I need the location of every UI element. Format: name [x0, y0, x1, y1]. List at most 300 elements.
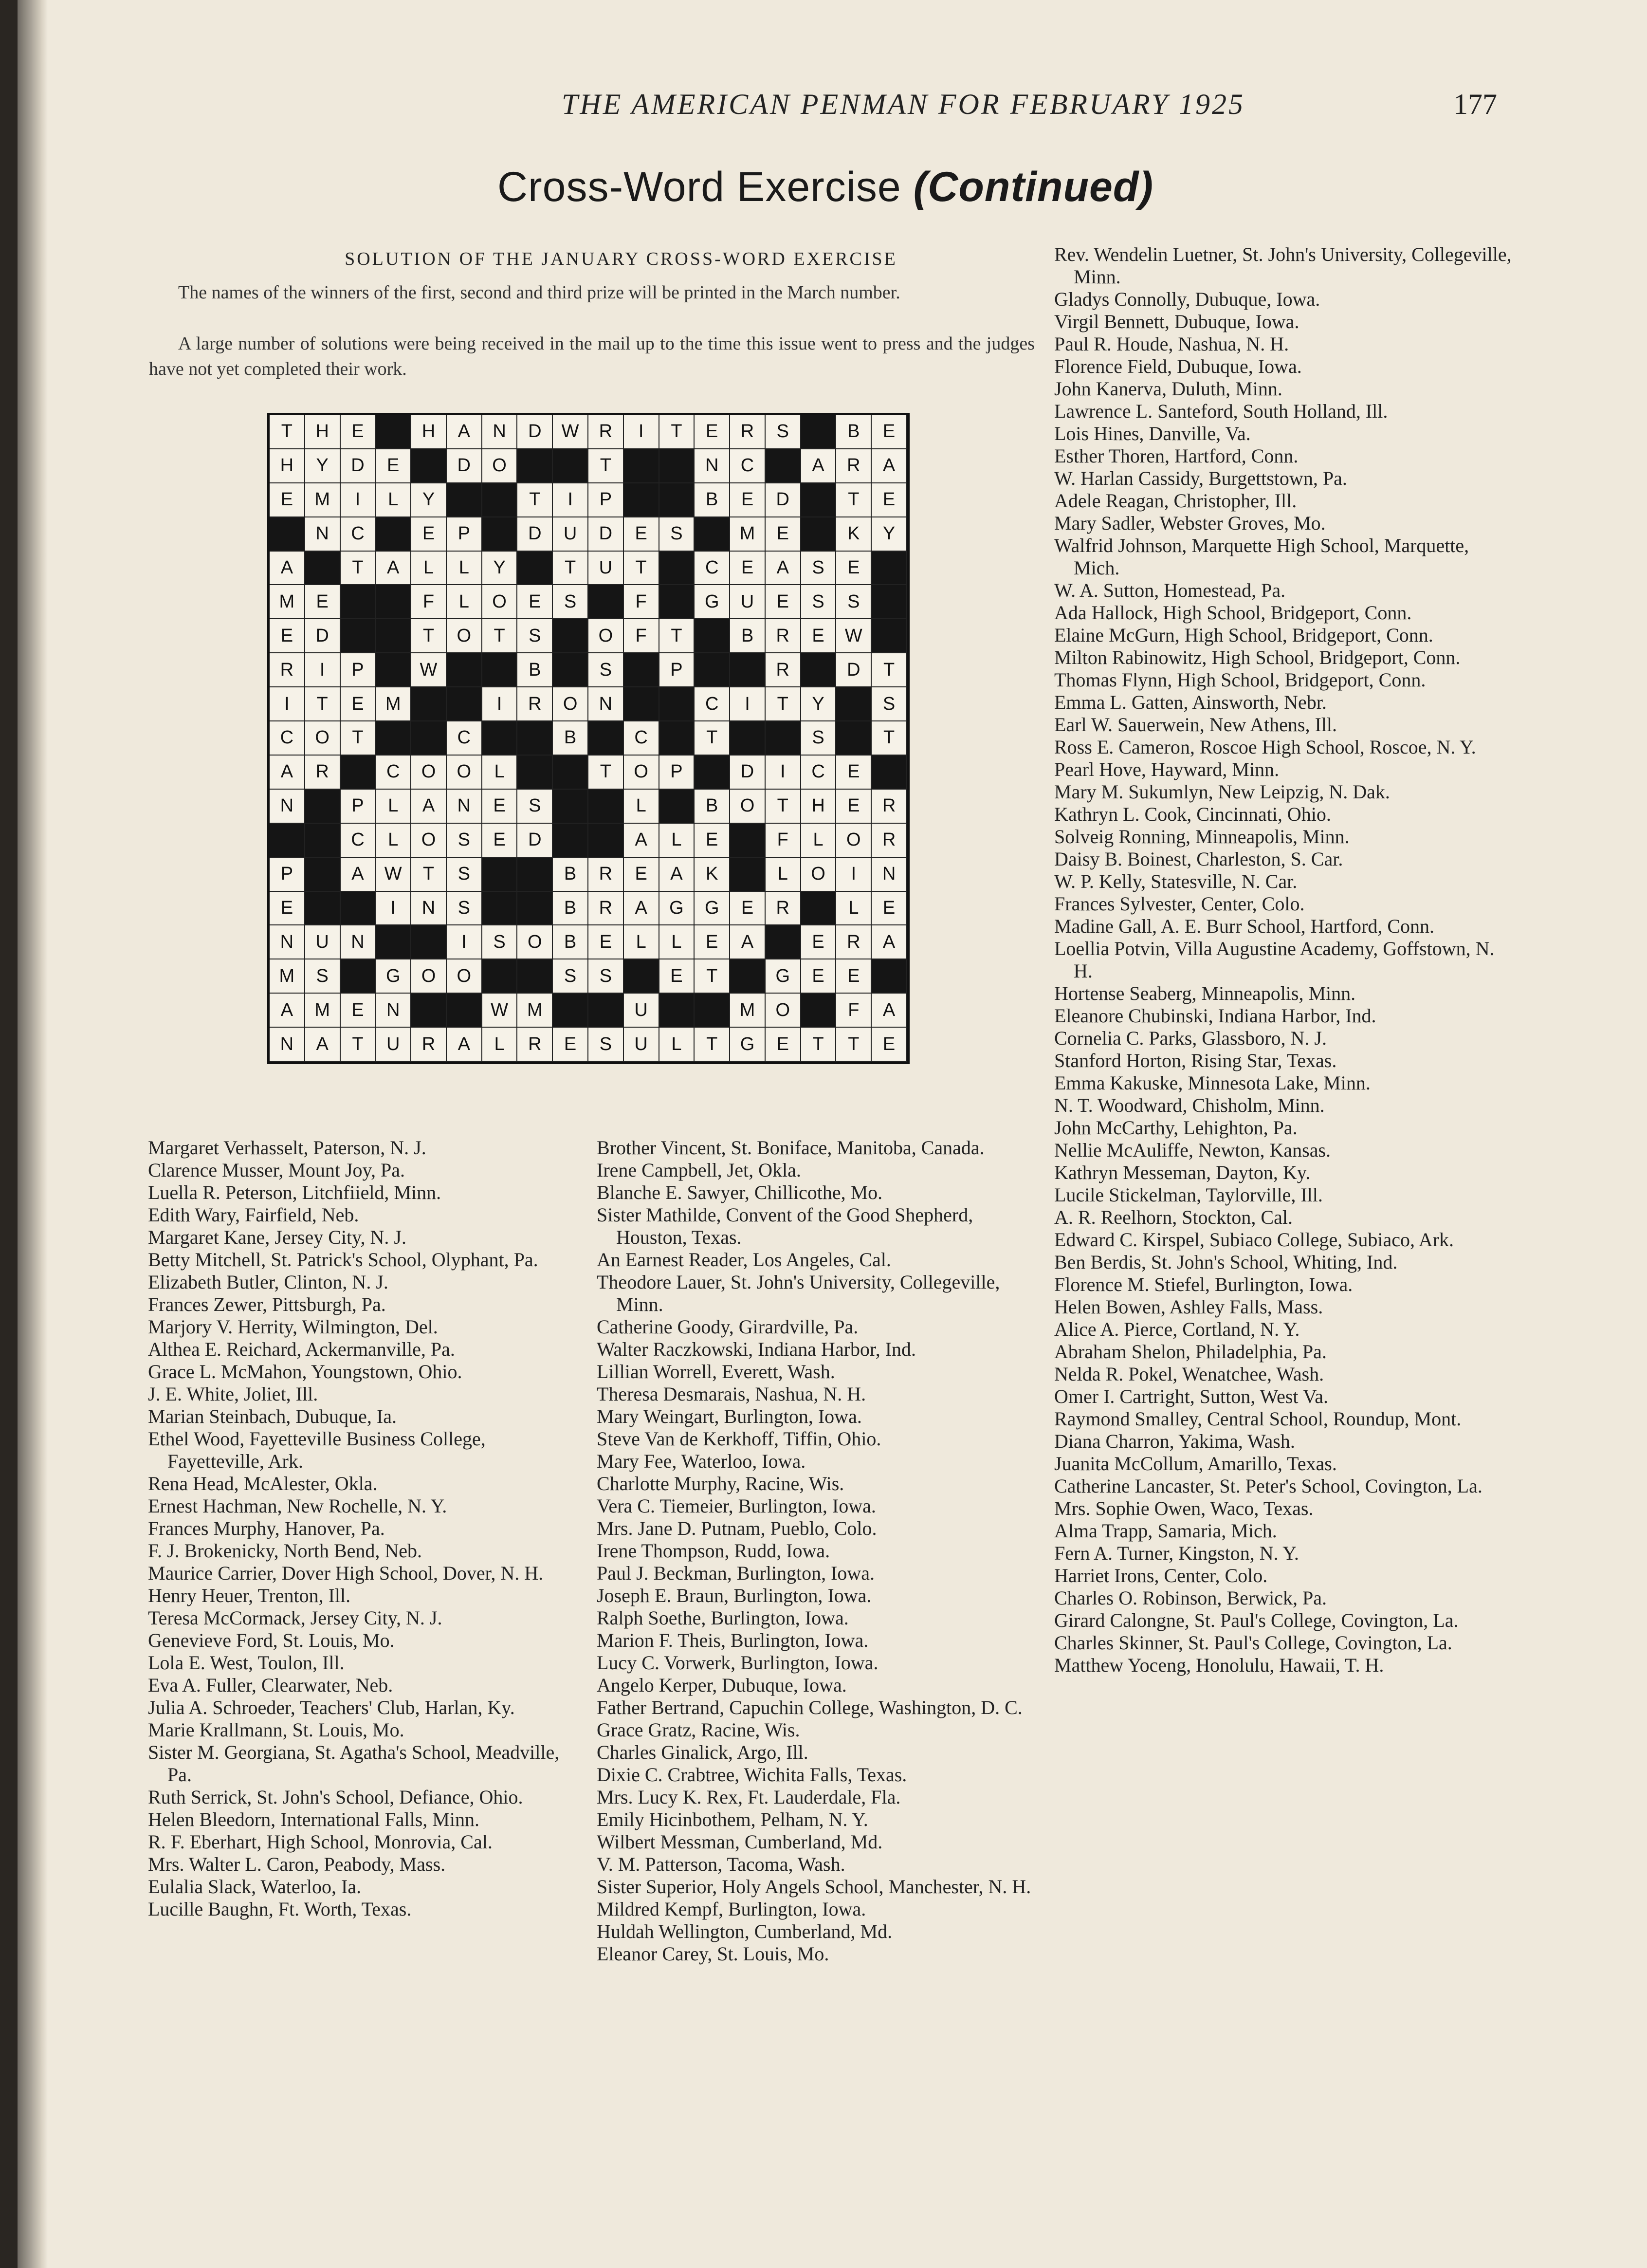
crossword-letter-cell: A	[659, 858, 695, 892]
crossword-letter-cell: F	[411, 585, 447, 619]
crossword-black-square	[270, 824, 305, 858]
name-entry: Mary Sadler, Webster Groves, Mo.	[1054, 512, 1326, 534]
name-entry: Mrs. Sophie Owen, Waco, Texas.	[1054, 1497, 1314, 1519]
name-entry: Frances Murphy, Hanover, Pa.	[148, 1517, 385, 1539]
crossword-letter-cell: N	[695, 449, 730, 483]
crossword-black-square	[270, 517, 305, 552]
name-entry: Lois Hines, Danville, Va.	[1054, 423, 1251, 444]
name-entry: Florence Field, Dubuque, Iowa.	[1054, 355, 1302, 377]
crossword-letter-cell: A	[341, 858, 376, 892]
crossword-letter-cell: E	[341, 415, 376, 449]
crossword-letter-cell: O	[305, 721, 341, 756]
crossword-letter-cell: S	[517, 619, 553, 653]
crossword-black-square	[659, 483, 695, 517]
name-entry: Girard Calongne, St. Paul's College, Covington, La.	[1054, 1609, 1459, 1631]
crossword-black-square	[482, 959, 518, 994]
crossword-letter-cell: R	[588, 415, 624, 449]
crossword-letter-cell: L	[376, 483, 411, 517]
crossword-black-square	[588, 585, 624, 619]
crossword-black-square	[341, 756, 376, 790]
name-entry: W. A. Sutton, Homestead, Pa.	[1054, 579, 1286, 601]
name-entry: Ben Berdis, St. John's School, Whiting, Ind.	[1054, 1251, 1398, 1273]
crossword-letter-cell: E	[695, 415, 730, 449]
crossword-letter-cell: R	[270, 653, 305, 687]
crossword-letter-cell: E	[517, 585, 553, 619]
crossword-letter-cell: L	[482, 756, 518, 790]
crossword-letter-cell: Y	[482, 552, 518, 586]
name-entry: Charles O. Robinson, Berwick, Pa.	[1054, 1587, 1327, 1609]
crossword-letter-cell: R	[766, 653, 801, 687]
name-entry: Dixie C. Crabtree, Wichita Falls, Texas.	[597, 1764, 907, 1786]
crossword-letter-cell: E	[270, 619, 305, 653]
crossword-letter-cell: L	[624, 925, 659, 959]
name-entry: Ruth Serrick, St. John's School, Defiance, Ohio.	[148, 1786, 523, 1808]
name-entry: Brother Vincent, St. Boniface, Manitoba, Canada.	[597, 1137, 985, 1159]
crossword-letter-cell: M	[517, 994, 553, 1028]
crossword-letter-cell: E	[411, 517, 447, 552]
crossword-letter-cell: Y	[305, 449, 341, 483]
name-entry: Alma Trapp, Samaria, Mich.	[1054, 1520, 1277, 1542]
crossword-letter-cell: A	[447, 415, 482, 449]
crossword-letter-cell: T	[695, 959, 730, 994]
crossword-letter-cell: T	[305, 687, 341, 721]
crossword-letter-cell: P	[341, 790, 376, 824]
name-entry: Sister Mathilde, Convent of the Good Shepherd, Houston, Texas.	[597, 1204, 973, 1248]
name-entry: Cornelia C. Parks, Glassboro, N. J.	[1054, 1027, 1327, 1049]
crossword-letter-cell: I	[305, 653, 341, 687]
crossword-black-square	[588, 721, 624, 756]
crossword-black-square	[341, 619, 376, 653]
crossword-letter-cell: I	[270, 687, 305, 721]
name-entry: Eulalia Slack, Waterloo, Ia.	[148, 1876, 362, 1898]
name-entry: Florence M. Stiefel, Burlington, Iowa.	[1054, 1273, 1353, 1295]
crossword-black-square	[801, 994, 837, 1028]
crossword-letter-cell: N	[305, 517, 341, 552]
crossword-black-square	[872, 552, 907, 586]
name-entry: Loellia Potvin, Villa Augustine Academy, Goffstown, N. H.	[1054, 938, 1495, 982]
crossword-letter-cell: O	[730, 790, 766, 824]
crossword-letter-cell: S	[517, 790, 553, 824]
crossword-black-square	[624, 959, 659, 994]
name-entry: Mildred Kempf, Burlington, Iowa.	[597, 1898, 866, 1920]
crossword-black-square	[553, 790, 588, 824]
crossword-letter-cell: N	[270, 1028, 305, 1062]
crossword-letter-cell: O	[766, 994, 801, 1028]
crossword-letter-cell: A	[270, 756, 305, 790]
crossword-letter-cell: N	[872, 858, 907, 892]
crossword-letter-cell: G	[766, 959, 801, 994]
crossword-letter-cell: T	[836, 1028, 872, 1062]
crossword-letter-cell: C	[447, 721, 482, 756]
name-entry: Omer I. Cartright, Sutton, West Va.	[1054, 1385, 1329, 1407]
crossword-letter-cell: H	[801, 790, 837, 824]
name-entry: Paul R. Houde, Nashua, N. H.	[1054, 333, 1289, 355]
crossword-letter-cell: E	[872, 1028, 907, 1062]
crossword-letter-cell: N	[341, 925, 376, 959]
crossword-letter-cell: O	[447, 959, 482, 994]
name-entry: Vera C. Tiemeier, Burlington, Iowa.	[597, 1495, 876, 1517]
crossword-letter-cell: B	[553, 721, 588, 756]
name-entry: Ernest Hachman, New Rochelle, N. Y.	[148, 1495, 447, 1517]
crossword-letter-cell: R	[872, 824, 907, 858]
name-entry: Huldah Wellington, Cumberland, Md.	[597, 1920, 893, 1942]
crossword-black-square	[730, 653, 766, 687]
name-entry: Charles Ginalick, Argo, Ill.	[597, 1741, 808, 1763]
crossword-letter-cell: W	[553, 415, 588, 449]
name-entry: Eva A. Fuller, Clearwater, Neb.	[148, 1674, 393, 1696]
crossword-letter-cell: G	[659, 892, 695, 926]
crossword-letter-cell: S	[588, 1028, 624, 1062]
crossword-letter-cell: O	[447, 619, 482, 653]
name-entry: Milton Rabinowitz, High School, Bridgeport, Conn.	[1054, 646, 1461, 668]
name-entry: Alice A. Pierce, Cortland, N. Y.	[1054, 1318, 1300, 1340]
crossword-letter-cell: N	[411, 892, 447, 926]
crossword-letter-cell: H	[270, 449, 305, 483]
crossword-black-square	[411, 721, 447, 756]
name-entry: Charlotte Murphy, Racine, Wis.	[597, 1473, 844, 1494]
crossword-letter-cell: T	[872, 721, 907, 756]
crossword-black-square	[305, 892, 341, 926]
crossword-black-square	[766, 721, 801, 756]
crossword-black-square	[517, 858, 553, 892]
crossword-letter-cell: E	[624, 517, 659, 552]
crossword-letter-cell: O	[836, 824, 872, 858]
crossword-letter-cell: L	[447, 552, 482, 586]
crossword-letter-cell: O	[411, 824, 447, 858]
crossword-letter-cell: U	[624, 994, 659, 1028]
crossword-letter-cell: A	[447, 1028, 482, 1062]
crossword-letter-cell: E	[695, 925, 730, 959]
crossword-black-square	[553, 756, 588, 790]
crossword-letter-cell: S	[482, 925, 518, 959]
crossword-letter-cell: M	[270, 585, 305, 619]
crossword-letter-cell: S	[766, 415, 801, 449]
crossword-letter-cell: S	[801, 585, 837, 619]
name-entry: W. P. Kelly, Statesville, N. Car.	[1054, 870, 1298, 892]
name-entry: Maurice Carrier, Dover High School, Dover, N. H.	[148, 1562, 544, 1584]
crossword-letter-cell: U	[553, 517, 588, 552]
name-entry: Marian Steinbach, Dubuque, Ia.	[148, 1405, 397, 1427]
crossword-letter-cell: M	[376, 687, 411, 721]
name-entry: Theresa Desmarais, Nashua, N. H.	[597, 1383, 866, 1405]
name-entry: Henry Heuer, Trenton, Ill.	[148, 1585, 351, 1606]
name-entry: Fern A. Turner, Kingston, N. Y.	[1054, 1542, 1299, 1564]
name-entry: Raymond Smalley, Central School, Roundup, Mont.	[1054, 1408, 1462, 1430]
crossword-letter-cell: T	[766, 687, 801, 721]
crossword-letter-cell: A	[624, 892, 659, 926]
crossword-black-square	[376, 653, 411, 687]
names-column-left	[148, 1137, 571, 1920]
crossword-letter-cell: E	[270, 483, 305, 517]
name-entry: Marie Krallmann, St. Louis, Mo.	[148, 1719, 404, 1741]
crossword-black-square	[411, 925, 447, 959]
crossword-letter-cell: O	[447, 756, 482, 790]
crossword-letter-cell: A	[730, 925, 766, 959]
name-entry: John Kanerva, Duluth, Minn.	[1054, 378, 1282, 400]
crossword-letter-cell: A	[305, 1028, 341, 1062]
crossword-letter-cell: A	[872, 925, 907, 959]
crossword-letter-cell: P	[588, 483, 624, 517]
name-entry: Ralph Soethe, Burlington, Iowa.	[597, 1607, 849, 1629]
crossword-letter-cell: R	[730, 415, 766, 449]
crossword-letter-cell: T	[341, 552, 376, 586]
crossword-black-square	[447, 483, 482, 517]
crossword-letter-cell: R	[766, 619, 801, 653]
crossword-letter-cell: E	[270, 892, 305, 926]
crossword-letter-cell: E	[341, 994, 376, 1028]
name-entry: Solveig Ronning, Minneapolis, Minn.	[1054, 826, 1350, 848]
name-entry: R. F. Eberhart, High School, Monrovia, Cal.	[148, 1831, 493, 1853]
name-entry: Lawrence L. Santeford, South Holland, Ill.	[1054, 400, 1388, 422]
crossword-black-square	[411, 687, 447, 721]
crossword-black-square	[801, 415, 837, 449]
crossword-letter-cell: E	[376, 449, 411, 483]
crossword-letter-cell: T	[553, 552, 588, 586]
name-entry: Juanita McCollum, Amarillo, Texas.	[1054, 1453, 1337, 1475]
crossword-black-square	[624, 483, 659, 517]
crossword-black-square	[766, 449, 801, 483]
crossword-letter-cell: K	[836, 517, 872, 552]
crossword-black-square	[801, 483, 837, 517]
crossword-letter-cell: P	[341, 653, 376, 687]
crossword-letter-cell: S	[447, 824, 482, 858]
crossword-black-square	[659, 994, 695, 1028]
name-entry: Hortense Seaberg, Minneapolis, Minn.	[1054, 982, 1356, 1004]
crossword-letter-cell: W	[376, 858, 411, 892]
crossword-letter-cell: L	[659, 1028, 695, 1062]
names-column-middle	[597, 1137, 1040, 1965]
crossword-letter-cell: D	[836, 653, 872, 687]
crossword-letter-cell: E	[801, 925, 837, 959]
name-entry: Daisy B. Boinest, Charleston, S. Car.	[1054, 848, 1343, 870]
name-entry: Irene Thompson, Rudd, Iowa.	[597, 1540, 830, 1562]
crossword-black-square	[482, 517, 518, 552]
crossword-black-square	[376, 925, 411, 959]
crossword-black-square	[695, 994, 730, 1028]
crossword-black-square	[447, 653, 482, 687]
name-entry: Earl W. Sauerwein, New Athens, Ill.	[1054, 714, 1337, 736]
crossword-black-square	[659, 790, 695, 824]
crossword-letter-cell: S	[801, 552, 837, 586]
crossword-black-square	[482, 483, 518, 517]
crossword-letter-cell: S	[553, 585, 588, 619]
name-entry: Nelda R. Pokel, Wenatchee, Wash.	[1054, 1363, 1324, 1385]
crossword-black-square	[376, 721, 411, 756]
name-entry: Joseph E. Braun, Burlington, Iowa.	[597, 1585, 872, 1606]
crossword-black-square	[376, 619, 411, 653]
crossword-letter-cell: L	[482, 1028, 518, 1062]
name-entry: Lillian Worrell, Everett, Wash.	[597, 1361, 835, 1383]
crossword-letter-cell: C	[270, 721, 305, 756]
name-entry: Lucile Stickelman, Taylorville, Ill.	[1054, 1184, 1323, 1206]
name-entry: Walter Raczkowski, Indiana Harbor, Ind.	[597, 1338, 916, 1360]
crossword-letter-cell: B	[553, 892, 588, 926]
crossword-letter-cell: P	[270, 858, 305, 892]
crossword-letter-cell: I	[730, 687, 766, 721]
name-entry: Sister M. Georgiana, St. Agatha's School, Meadville, Pa.	[148, 1741, 560, 1786]
crossword-letter-cell: S	[872, 687, 907, 721]
crossword-letter-cell: H	[411, 415, 447, 449]
crossword-black-square	[517, 756, 553, 790]
crossword-letter-cell: D	[766, 483, 801, 517]
name-entry: Edward C. Kirspel, Subiaco College, Subiaco, Ark.	[1054, 1229, 1454, 1251]
name-entry: Clarence Musser, Mount Joy, Pa.	[148, 1159, 405, 1181]
name-entry: Marjory V. Herrity, Wilmington, Del.	[148, 1316, 438, 1338]
crossword-letter-cell: E	[872, 415, 907, 449]
crossword-black-square	[553, 619, 588, 653]
crossword-letter-cell: O	[801, 858, 837, 892]
crossword-letter-cell: N	[270, 790, 305, 824]
crossword-letter-cell: O	[411, 756, 447, 790]
name-entry: Matthew Yoceng, Honolulu, Hawaii, T. H.	[1054, 1654, 1384, 1676]
name-entry: Rev. Wendelin Luetner, St. John's University, Collegeville, Minn.	[1054, 243, 1512, 288]
crossword-letter-cell: O	[482, 585, 518, 619]
crossword-letter-cell: E	[766, 517, 801, 552]
crossword-black-square	[801, 892, 837, 926]
name-entry: Mrs. Jane D. Putnam, Pueblo, Colo.	[597, 1517, 877, 1539]
name-entry: Ethel Wood, Fayetteville Business College, Fayetteville, Ark.	[148, 1428, 486, 1472]
crossword-black-square	[730, 824, 766, 858]
crossword-letter-cell: U	[305, 925, 341, 959]
crossword-letter-cell: M	[730, 994, 766, 1028]
crossword-letter-cell: I	[553, 483, 588, 517]
crossword-letter-cell: G	[695, 892, 730, 926]
crossword-letter-cell: M	[305, 483, 341, 517]
crossword-letter-cell: E	[624, 858, 659, 892]
crossword-letter-cell: D	[341, 449, 376, 483]
crossword-letter-cell: T	[341, 721, 376, 756]
crossword-letter-cell: O	[553, 687, 588, 721]
crossword-black-square	[553, 994, 588, 1028]
crossword-letter-cell: L	[801, 824, 837, 858]
crossword-letter-cell: L	[376, 790, 411, 824]
crossword-black-square	[659, 721, 695, 756]
crossword-black-square	[341, 892, 376, 926]
crossword-letter-cell: E	[730, 483, 766, 517]
crossword-black-square	[659, 687, 695, 721]
crossword-black-square	[695, 619, 730, 653]
crossword-letter-cell: T	[659, 619, 695, 653]
name-entry: Eleanore Chubinski, Indiana Harbor, Ind.	[1054, 1005, 1376, 1027]
name-entry: Father Bertrand, Capuchin College, Washington, D. C.	[597, 1696, 1023, 1718]
crossword-letter-cell: E	[836, 756, 872, 790]
crossword-black-square	[624, 653, 659, 687]
name-entry: Eleanor Carey, St. Louis, Mo.	[597, 1943, 829, 1965]
crossword-letter-cell: E	[305, 585, 341, 619]
crossword-letter-cell: O	[411, 959, 447, 994]
name-entry: An Earnest Reader, Los Angeles, Cal.	[597, 1249, 891, 1271]
name-entry: Charles Skinner, St. Paul's College, Covington, La.	[1054, 1632, 1452, 1654]
name-entry: Harriet Irons, Center, Colo.	[1054, 1565, 1268, 1586]
crossword-letter-cell: T	[766, 790, 801, 824]
crossword-letter-cell: R	[872, 790, 907, 824]
crossword-letter-cell: E	[766, 585, 801, 619]
crossword-letter-cell: F	[836, 994, 872, 1028]
crossword-letter-cell: L	[376, 824, 411, 858]
crossword-letter-cell: L	[624, 790, 659, 824]
crossword-letter-cell: S	[305, 959, 341, 994]
name-entry: Emily Hicinbothem, Pelham, N. Y.	[597, 1808, 868, 1830]
name-entry: Catherine Lancaster, St. Peter's School, Covington, La.	[1054, 1475, 1482, 1497]
name-entry: Blanche E. Sawyer, Chillicothe, Mo.	[597, 1181, 883, 1203]
crossword-black-square	[517, 449, 553, 483]
crossword-black-square	[659, 552, 695, 586]
crossword-black-square	[872, 756, 907, 790]
page-number: 177	[1453, 88, 1497, 120]
crossword-black-square	[447, 687, 482, 721]
name-entry: Helen Bowen, Ashley Falls, Mass.	[1054, 1296, 1323, 1318]
name-entry: Gladys Connolly, Dubuque, Iowa.	[1054, 288, 1320, 310]
crossword-letter-cell: L	[659, 824, 695, 858]
crossword-letter-cell: N	[447, 790, 482, 824]
name-entry: Nellie McAuliffe, Newton, Kansas.	[1054, 1139, 1331, 1161]
crossword-letter-cell: T	[836, 483, 872, 517]
crossword-black-square	[588, 824, 624, 858]
crossword-letter-cell: P	[659, 653, 695, 687]
crossword-letter-cell: H	[305, 415, 341, 449]
name-entry: Emma Kakuske, Minnesota Lake, Minn.	[1054, 1072, 1371, 1094]
crossword-black-square	[659, 585, 695, 619]
crossword-letter-cell: A	[411, 790, 447, 824]
crossword-letter-cell: L	[659, 925, 695, 959]
crossword-letter-cell: L	[836, 892, 872, 926]
crossword-letter-cell: F	[624, 619, 659, 653]
crossword-letter-cell: T	[341, 1028, 376, 1062]
crossword-letter-cell: S	[553, 959, 588, 994]
crossword-letter-cell: D	[588, 517, 624, 552]
crossword-black-square	[305, 552, 341, 586]
crossword-letter-cell: A	[872, 449, 907, 483]
names-column-right	[1054, 243, 1512, 1677]
name-entry: Theodore Lauer, St. John's University, Collegeville, Minn.	[597, 1271, 1000, 1315]
crossword-letter-cell: N	[588, 687, 624, 721]
crossword-black-square	[305, 824, 341, 858]
crossword-letter-cell: W	[836, 619, 872, 653]
name-entry: Sister Superior, Holy Angels School, Manchester, N. H.	[597, 1876, 1031, 1898]
crossword-letter-cell: T	[588, 449, 624, 483]
crossword-black-square	[872, 619, 907, 653]
crossword-letter-cell: E	[730, 552, 766, 586]
crossword-letter-cell: O	[482, 449, 518, 483]
crossword-letter-cell: B	[695, 483, 730, 517]
crossword-letter-cell: T	[659, 415, 695, 449]
crossword-letter-cell: W	[482, 994, 518, 1028]
crossword-letter-cell: C	[730, 449, 766, 483]
crossword-letter-cell: S	[801, 721, 837, 756]
name-entry: Wilbert Messman, Cumberland, Md.	[597, 1831, 883, 1853]
crossword-black-square	[447, 994, 482, 1028]
name-entry: Virgil Bennett, Dubuque, Iowa.	[1054, 311, 1299, 332]
crossword-letter-cell: B	[517, 653, 553, 687]
title-main: Cross-Word Exercise	[497, 164, 901, 210]
name-entry: Lucy C. Vorwerk, Burlington, Iowa.	[597, 1652, 878, 1674]
crossword-letter-cell: P	[659, 756, 695, 790]
crossword-letter-cell: C	[341, 517, 376, 552]
crossword-letter-cell: R	[517, 1028, 553, 1062]
name-entry: Julia A. Schroeder, Teachers' Club, Harlan, Ky.	[148, 1696, 515, 1718]
crossword-solution-grid	[267, 413, 910, 1064]
crossword-letter-cell: G	[376, 959, 411, 994]
crossword-letter-cell: C	[341, 824, 376, 858]
crossword-letter-cell: N	[482, 415, 518, 449]
intro-paragraph: The names of the winners of the first, second and third prize will be printed in the March number.	[178, 282, 900, 303]
crossword-black-square	[588, 994, 624, 1028]
crossword-letter-cell: A	[376, 552, 411, 586]
crossword-letter-cell: E	[872, 483, 907, 517]
name-entry: V. M. Patterson, Tacoma, Wash.	[597, 1853, 845, 1875]
name-entry: Kathryn Messeman, Dayton, Ky.	[1054, 1162, 1311, 1183]
name-entry: Margaret Kane, Jersey City, N. J.	[148, 1226, 406, 1248]
